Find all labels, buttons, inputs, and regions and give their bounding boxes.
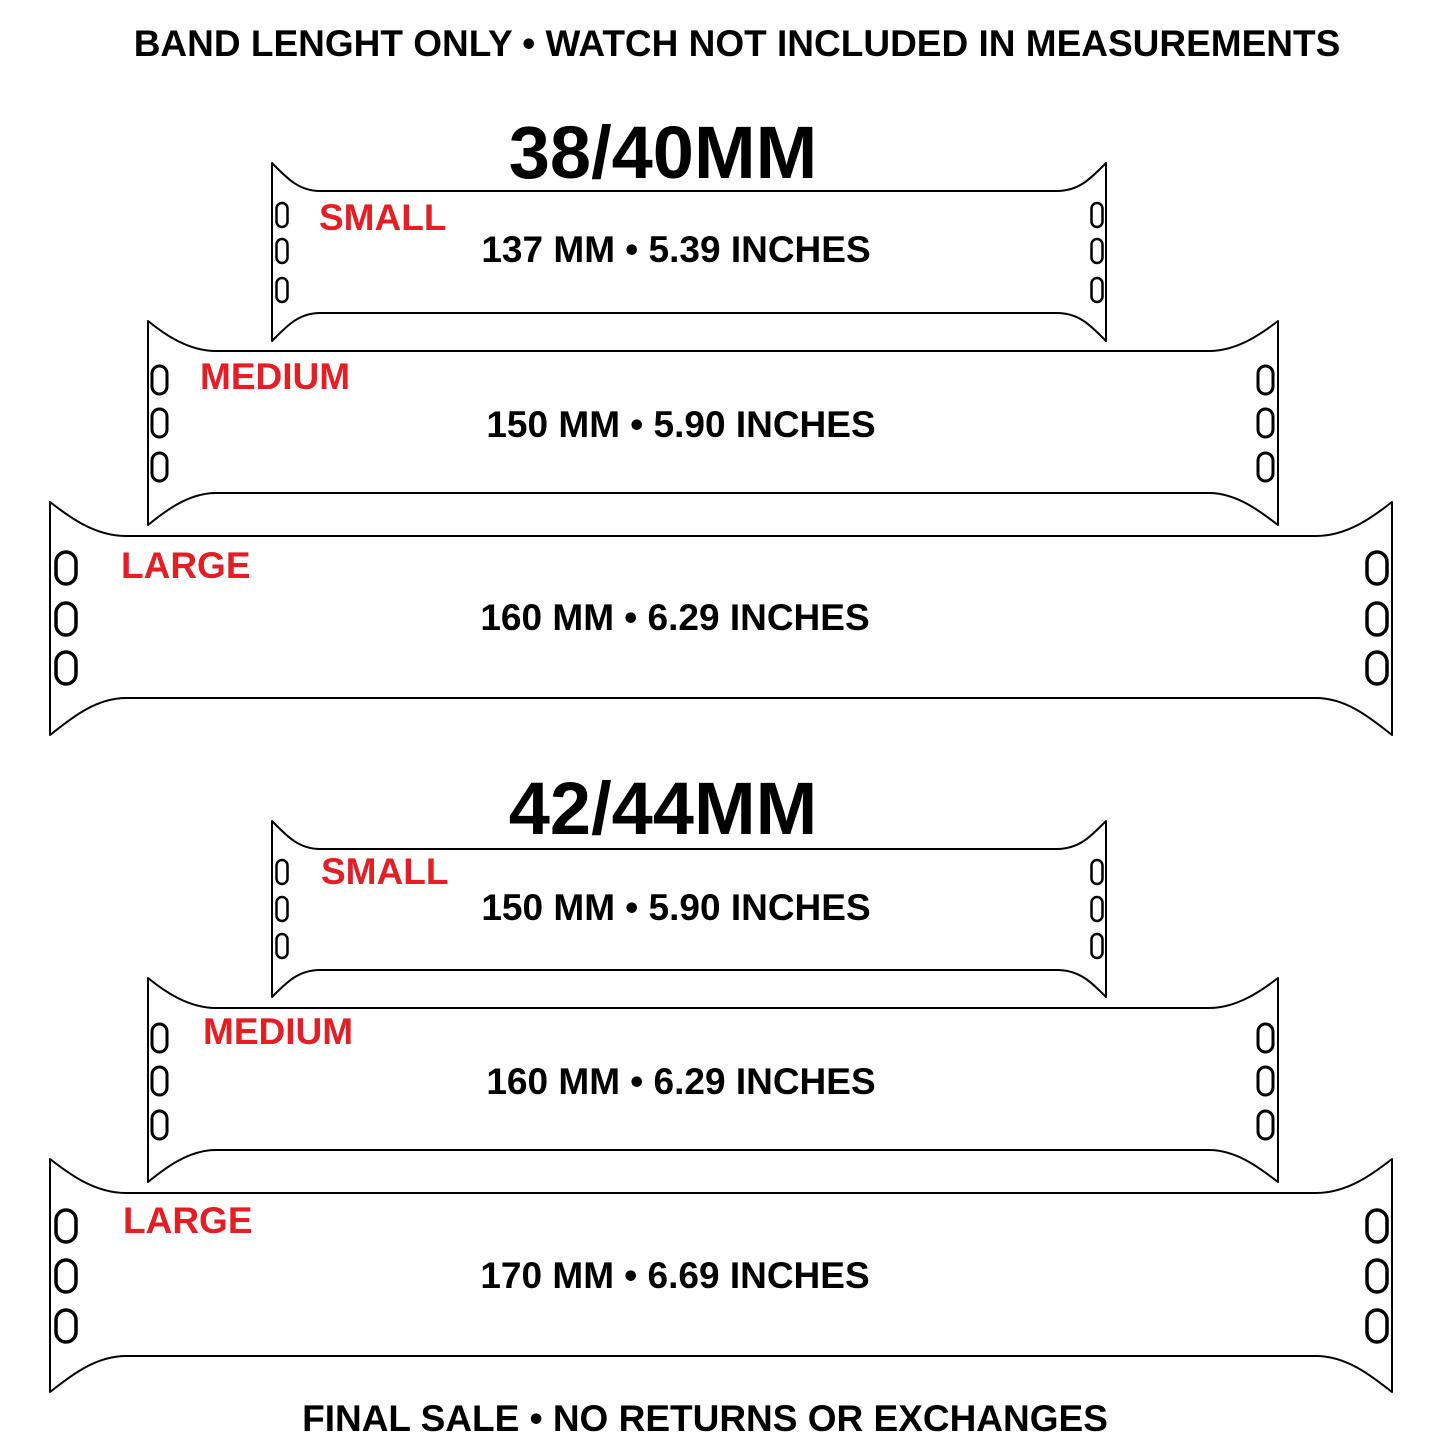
group-title: 38/40MM	[508, 111, 818, 194]
size-label: LARGE	[121, 545, 251, 586]
measurement-label: 150 MM • 5.90 INCHES	[486, 404, 876, 445]
size-label: SMALL	[321, 851, 449, 892]
band-medium	[148, 978, 1278, 1182]
measurement-label: 137 MM • 5.39 INCHES	[481, 229, 871, 270]
size-label: SMALL	[319, 197, 447, 238]
band-large	[50, 502, 1392, 735]
group-38-40mm	[50, 111, 1392, 735]
group-title: 42/44MM	[508, 767, 818, 850]
footer-note: FINAL SALE • NO RETURNS OR EXCHANGES	[302, 1398, 1108, 1439]
measurement-label: 150 MM • 5.90 INCHES	[481, 887, 871, 928]
band-large	[50, 1159, 1392, 1392]
size-label: LARGE	[123, 1200, 253, 1241]
band-medium	[148, 321, 1278, 525]
measurement-label: 160 MM • 6.29 INCHES	[480, 597, 870, 638]
measurement-label: 160 MM • 6.29 INCHES	[486, 1061, 876, 1102]
measurement-label: 170 MM • 6.69 INCHES	[480, 1255, 870, 1296]
group-42-44mm	[50, 767, 1392, 1392]
size-label: MEDIUM	[203, 1011, 354, 1052]
header-note: BAND LENGHT ONLY • WATCH NOT INCLUDED IN MEASUREMENTS	[133, 23, 1341, 64]
size-label: MEDIUM	[200, 356, 351, 397]
